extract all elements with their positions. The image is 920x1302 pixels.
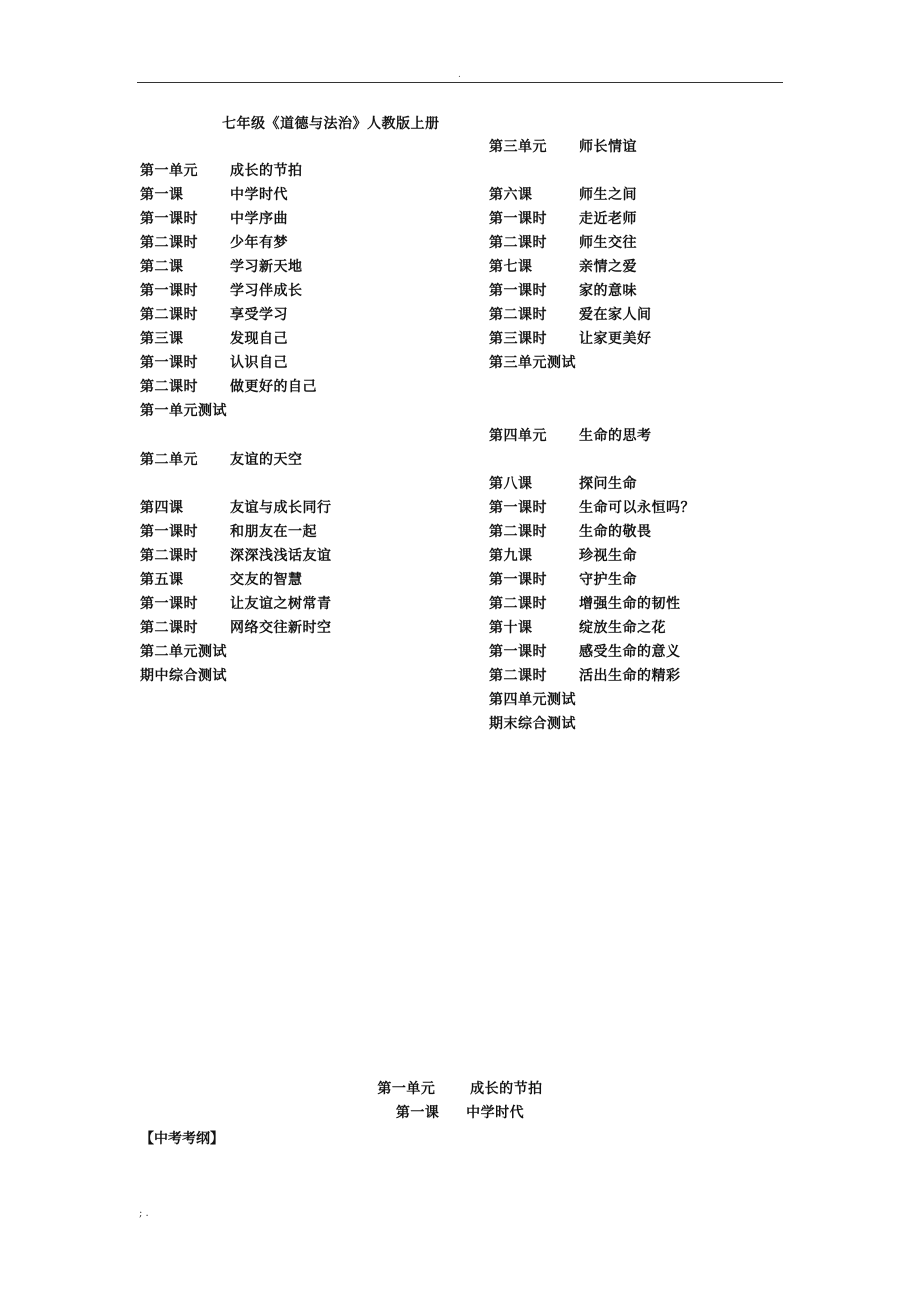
toc-entry xyxy=(489,232,637,254)
toc-entry xyxy=(140,280,303,302)
toc-entry-label: 第四单元 xyxy=(489,428,547,444)
toc-entry-title: 家的意味 xyxy=(579,283,637,299)
header-rule xyxy=(137,82,783,83)
toc-entry-title: 生命的思考 xyxy=(579,428,652,444)
toc-entry xyxy=(489,473,637,495)
toc-entry-label: 第一课时 xyxy=(140,211,198,227)
toc-entry-label: 第二课时 xyxy=(140,307,198,323)
toc-entry xyxy=(140,256,303,278)
toc-entry-title: 学习伴成长 xyxy=(230,283,303,299)
toc-entry-title: 做更好的自己 xyxy=(230,379,317,395)
toc-entry-title: 守护生命 xyxy=(579,572,637,588)
toc-entry-title: 珍视生命 xyxy=(579,548,637,564)
toc-entry xyxy=(489,136,637,158)
toc-entry xyxy=(489,208,637,230)
toc-entry-label: 第一单元 xyxy=(140,163,198,179)
toc-entry-label: 第九课 xyxy=(489,548,533,564)
toc-entry-label: 第二课时 xyxy=(489,235,547,251)
toc-entry-title: 交友的智慧 xyxy=(230,572,303,588)
toc-entry-label: 第一课时 xyxy=(489,283,547,299)
toc-entry-label: 第一课时 xyxy=(489,644,547,660)
toc-entry-label: 第一课时 xyxy=(489,211,547,227)
toc-entry-label: 第二课时 xyxy=(140,235,198,251)
toc-entry-title: 爱在家人间 xyxy=(579,307,652,323)
toc-entry xyxy=(140,521,317,543)
section-unit-heading xyxy=(0,1078,920,1098)
toc-entry xyxy=(140,641,227,663)
toc-entry xyxy=(140,569,303,591)
toc-entry xyxy=(489,713,576,735)
toc-entry xyxy=(489,304,652,326)
section-lesson: 第一课 xyxy=(395,1105,440,1121)
document-title: 七年级《道德与法治》人教版上册 xyxy=(222,116,440,132)
toc-entry xyxy=(489,328,652,350)
toc-entry-label: 期中综合测试 xyxy=(140,668,227,684)
toc-entry-label: 第七课 xyxy=(489,259,533,275)
exam-outline-heading: 【中考考纲】 xyxy=(140,1131,224,1147)
toc-entry-label: 第五课 xyxy=(140,572,184,588)
toc-entry-title: 深深浅浅话友谊 xyxy=(230,548,332,564)
toc-entry-label: 第三单元测试 xyxy=(489,355,576,371)
toc-entry xyxy=(489,184,637,206)
toc-entry xyxy=(140,400,227,422)
toc-entry-label: 第一单元测试 xyxy=(140,403,227,419)
toc-entry-title: 发现自己 xyxy=(230,331,288,347)
toc-entry xyxy=(489,425,652,447)
toc-entry xyxy=(140,545,332,567)
section-lesson-heading xyxy=(0,1102,920,1122)
toc-entry-label: 第一课时 xyxy=(140,596,198,612)
toc-entry-title: 绽放生命之花 xyxy=(579,620,666,636)
toc-entry-title: 成长的节拍 xyxy=(230,163,303,179)
toc-entry xyxy=(489,256,637,278)
toc-entry xyxy=(489,352,576,374)
toc-entry xyxy=(489,521,652,543)
toc-entry xyxy=(140,184,288,206)
toc-entry xyxy=(140,208,288,230)
toc-entry xyxy=(489,689,576,711)
toc-entry-title: 生命可以永恒吗？ xyxy=(579,500,695,516)
toc-entry-title: 中学序曲 xyxy=(230,211,288,227)
toc-entry xyxy=(140,665,227,687)
toc-entry-label: 第二课时 xyxy=(489,524,547,540)
toc-entry-label: 第三课 xyxy=(140,331,184,347)
toc-entry xyxy=(140,232,288,254)
toc-entry-title: 友谊的天空 xyxy=(230,452,303,468)
toc-entry-title: 亲情之爱 xyxy=(579,259,637,275)
section-unit: 第一单元 xyxy=(377,1081,436,1097)
toc-entry xyxy=(489,569,637,591)
header-mark: . xyxy=(458,70,461,80)
toc-entry-title: 学习新天地 xyxy=(230,259,303,275)
toc-entry-label: 第一课时 xyxy=(489,500,547,516)
toc-entry-title: 让家更美好 xyxy=(579,331,652,347)
toc-entry-label: 第二课时 xyxy=(140,620,198,636)
toc-entry-title: 享受学习 xyxy=(230,307,288,323)
toc-entry-title: 师生之间 xyxy=(579,187,637,203)
toc-entry-title: 网络交往新时空 xyxy=(230,620,332,636)
toc-entry-label: 第三单元 xyxy=(489,139,547,155)
toc-entry-title: 探问生命 xyxy=(579,476,637,492)
toc-entry xyxy=(489,593,681,615)
toc-entry xyxy=(140,449,303,471)
toc-entry-label: 第二课时 xyxy=(140,548,198,564)
toc-entry-title: 认识自己 xyxy=(230,355,288,371)
toc-entry-title: 友谊与成长同行 xyxy=(230,500,332,516)
toc-entry-title: 生命的敬畏 xyxy=(579,524,652,540)
toc-entry-label: 第一课时 xyxy=(140,524,198,540)
toc-entry-title: 少年有梦 xyxy=(230,235,288,251)
toc-entry xyxy=(140,376,317,398)
toc-entry xyxy=(140,304,288,326)
toc-entry xyxy=(140,328,288,350)
toc-entry-title: 增强生命的韧性 xyxy=(579,596,681,612)
toc-entry-title: 和朋友在一起 xyxy=(230,524,317,540)
toc-entry xyxy=(489,545,637,567)
toc-entry-label: 第三课时 xyxy=(489,331,547,347)
toc-entry-label: 第二课时 xyxy=(489,596,547,612)
toc-entry xyxy=(489,617,666,639)
toc-entry-label: 第二课时 xyxy=(489,668,547,684)
toc-entry-label: 第二课时 xyxy=(140,379,198,395)
toc-entry-title: 活出生命的精彩 xyxy=(579,668,681,684)
footer-mark: ; . xyxy=(139,1208,149,1219)
toc-entry-label: 第一课时 xyxy=(140,355,198,371)
toc-entry xyxy=(489,641,681,663)
toc-entry-label: 第二课 xyxy=(140,259,184,275)
toc-entry xyxy=(140,352,288,374)
toc-entry-label: 第一课 xyxy=(140,187,184,203)
toc-entry xyxy=(489,497,695,519)
toc-entry-label: 第一课时 xyxy=(489,572,547,588)
toc-entry xyxy=(140,160,303,182)
toc-entry-title: 感受生命的意义 xyxy=(579,644,681,660)
toc-entry xyxy=(140,617,332,639)
toc-entry-label: 第十课 xyxy=(489,620,533,636)
toc-entry-title: 师长情谊 xyxy=(579,139,637,155)
toc-entry-title: 让友谊之树常青 xyxy=(230,596,332,612)
toc-entry-title: 中学时代 xyxy=(230,187,288,203)
toc-entry xyxy=(140,593,332,615)
toc-entry xyxy=(140,497,332,519)
toc-entry xyxy=(489,280,637,302)
section-lesson-title: 中学时代 xyxy=(466,1105,525,1121)
toc-entry-label: 第八课 xyxy=(489,476,533,492)
section-unit-title: 成长的节拍 xyxy=(470,1081,543,1097)
toc-entry-label: 第四单元测试 xyxy=(489,692,576,708)
toc-entry-label: 第四课 xyxy=(140,500,184,516)
toc-entry-label: 期末综合测试 xyxy=(489,716,576,732)
toc-entry-label: 第六课 xyxy=(489,187,533,203)
toc-entry-label: 第二单元 xyxy=(140,452,198,468)
toc-entry xyxy=(489,665,681,687)
toc-entry-title: 师生交往 xyxy=(579,235,637,251)
toc-entry-label: 第二课时 xyxy=(489,307,547,323)
toc-entry-label: 第二单元测试 xyxy=(140,644,227,660)
toc-entry-title: 走近老师 xyxy=(579,211,637,227)
toc-entry-label: 第一课时 xyxy=(140,283,198,299)
